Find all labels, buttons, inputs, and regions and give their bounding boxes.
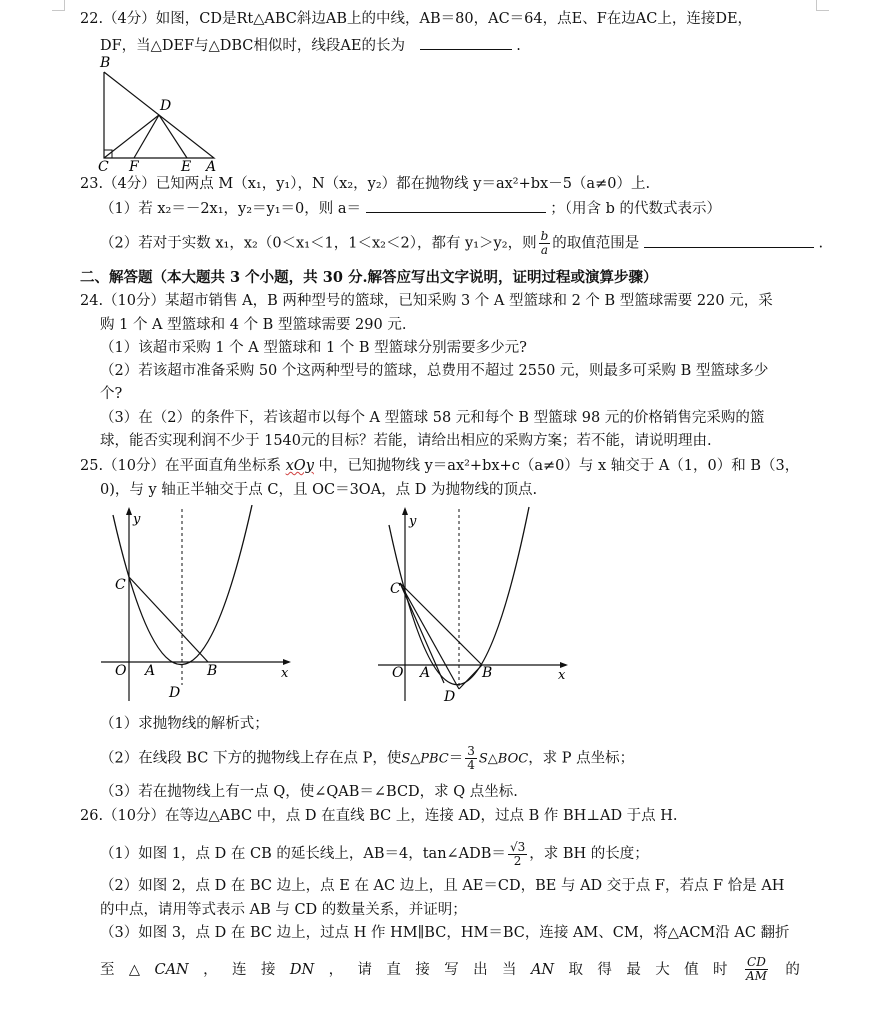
q26-word: ， — [203, 962, 218, 978]
q26-word: △ — [128, 962, 141, 978]
q26-word: 得 — [597, 962, 612, 978]
q24-part-2-line-1: （2）若该超市准备采购 50 个这两种型号的篮球，总费用不超过 2550 元，则最多可采购 B 型篮球多少 — [100, 363, 769, 379]
q23-part-1-blank — [366, 198, 546, 213]
q26-word: 接 — [415, 962, 430, 978]
q25-part-2-text: （2）在线段 BC 下方的抛物线上存在点 P，使 — [100, 750, 402, 767]
q24-part-3-line-2: 球，能否实现利润不少于 1540元的目标？若能，请给出相应的采购方案；若不能，请说明理由. — [100, 433, 712, 449]
q25-g2-y-arrow-icon — [402, 507, 408, 515]
q25-g1-label-a: A — [145, 663, 156, 679]
q25-area-boc: S△BOC — [478, 751, 529, 767]
q26-part-2-line-2: 的中点，请用等式表示 AB 与 CD 的数量关系，并证明； — [100, 902, 467, 918]
q25-g1-label-x: x — [281, 666, 289, 681]
q25-part-2-equals: ＝ — [448, 750, 464, 767]
q25-g1-label-y: y — [133, 512, 141, 527]
q26-part-3-line-2 — [100, 956, 800, 984]
q26-part-1-text: （1）如图 1，点 D 在 CB 的延长线上，AB＝4，tan∠ADB＝ — [100, 846, 506, 862]
q25-part-2-end: ，求 P 点坐标； — [528, 750, 635, 767]
q26-word: 连 — [232, 962, 247, 978]
q25-g1-x-arrow-icon — [283, 659, 291, 665]
q25-g2-segment-db — [459, 665, 482, 689]
q25-fraction-three-quarters — [465, 745, 477, 772]
q23-line-1: 23.（4分）已知两点 M（x₁，y₁），N（x₂，y₂）都在抛物线 y＝ax²+bx－5（a≠0）上. — [80, 176, 651, 192]
q25-g1-label-c: C — [115, 577, 126, 593]
q22-label-d: D — [160, 98, 172, 114]
q25-xoy: xOy — [285, 458, 314, 474]
q26-word: 出 — [473, 962, 488, 978]
q26-word: 大 — [655, 962, 670, 978]
q25-g1-label-o: O — [115, 663, 127, 679]
q26-word: 时 — [713, 962, 728, 978]
q24-part-1: （1）该超市采购 1 个 A 型篮球和 1 个 B 型篮球分别需要多少元? — [100, 340, 527, 356]
q26-part-1-end: ，求 BH 的长度； — [529, 846, 649, 862]
q25-part-2 — [100, 745, 634, 773]
q23-fraction-b-over-a — [539, 230, 551, 257]
q26-word: ， — [328, 962, 344, 978]
q25-g1-label-d: D — [169, 685, 181, 701]
q26-fraction-cd-over-am — [744, 956, 769, 984]
q23-part-2-text: （2）若对于实数 x₁，x₂（0＜x₁＜1，1＜x₂＜2），都有 y₁＞y₂，则 — [100, 235, 537, 252]
q22-line-1: 22.（4分）如图，CD是Rt△ABC斜边AB上的中线，AB＝80，AC＝64，点E、F在边AC上，连接DE， — [80, 11, 753, 27]
q23-part-2 — [100, 230, 823, 257]
q26-word: 取 — [568, 962, 584, 978]
q25-line-2: 0)，与 y 轴正半轴交于点 C，且 OC＝3OA，点 D 为抛物线的顶点. — [100, 482, 538, 498]
q22-line-2-end: . — [516, 38, 521, 54]
q26-word: 写 — [444, 962, 459, 978]
q25-g2-label-y: y — [409, 514, 417, 529]
q23-fraction-num: b — [540, 229, 549, 243]
q25-line-1 — [80, 456, 799, 476]
q26-word: 接 — [260, 962, 276, 978]
q25-g2-segment-cb — [400, 583, 482, 665]
q26-word: 直 — [386, 962, 401, 978]
q26-part-3-line-1: （3）如图 3，点 D 在 BC 边上，过点 H 作 HM∥BC，HM＝BC，连接 AM、CM，将△ACM沿 AC 翻折 — [100, 925, 790, 941]
q25-g2-label-d: D — [444, 689, 456, 705]
q24-part-3-line-1: （3）在（2）的条件下，若该超市以每个 A 型篮球 58 元和每个 B 型篮球 98 元的价格销售完采购的篮 — [100, 410, 765, 426]
q22-segment-df — [134, 115, 159, 158]
q25-fraction-den: 4 — [467, 758, 475, 772]
q25-g2-label-x: x — [558, 668, 566, 683]
q26-part-1 — [100, 840, 649, 868]
q26-fraction-sqrt3-over-2 — [508, 841, 527, 868]
q26-fraction-am: AM — [745, 969, 767, 983]
q25-line-1-post: 中，已知抛物线 y＝ax²+bx+c（a≠0）与 x 轴交于 A（1，0）和 B（3， — [313, 458, 800, 474]
page-corner-mark-left — [52, 0, 65, 11]
q26-word: 至 — [100, 962, 115, 978]
q26-fraction-cd: CD — [747, 955, 766, 969]
q23-part-1-text: （1）若 x₂＝－2x₁，y₂＝y₁＝0，则 a＝ — [100, 201, 362, 217]
q26-word: 值 — [684, 962, 699, 978]
q23-part-2-blank — [644, 233, 814, 248]
q25-part-1: （1）求抛物线的解析式； — [100, 716, 269, 732]
q24-line-2: 购 1 个 A 型篮球和 4 个 B 型篮球需要 290 元. — [100, 317, 407, 333]
q25-g2-label-a: A — [420, 665, 431, 681]
q25-graph-2 — [372, 505, 572, 705]
q26-word: 当 — [502, 962, 517, 978]
q22-label-e: E — [181, 159, 192, 174]
q22-line-2-text: DF，当△DEF与△DBC相似时，线段AE的长为 — [100, 38, 405, 54]
q25-g1-segment-bc — [129, 577, 208, 662]
page-corner-mark-right — [816, 0, 829, 11]
q26-word: 最 — [626, 962, 641, 978]
q25-line-1-pre: 25.（10分）在平面直角坐标系 — [80, 458, 286, 474]
q26-fraction-num: √3 — [509, 839, 526, 854]
q22-triangle-figure — [92, 52, 227, 174]
q25-g2-label-o: O — [392, 665, 404, 681]
q26-word: AN — [530, 962, 555, 978]
q23-fraction-den: a — [540, 243, 548, 257]
q25-g2-label-b: B — [482, 665, 493, 681]
q25-part-3: （3）若在抛物线上有一点 Q，使∠QAB＝∠BCD，求 Q 点坐标. — [100, 784, 518, 800]
q25-g1-y-arrow-icon — [126, 507, 132, 515]
q22-label-f: F — [129, 159, 139, 174]
q25-g1-label-b: B — [207, 663, 218, 679]
q26-line-1: 26.（10分）在等边△ABC 中，点 D 在直线 BC 上，连接 AD，过点 B 作 BH⊥AD 于点 H. — [80, 808, 678, 824]
q26-word: DN — [289, 962, 315, 978]
q23-part-2-range: 的取值范围是 — [552, 235, 640, 252]
q22-answer-blank — [420, 35, 512, 50]
q25-graph-1 — [95, 505, 295, 705]
q24-part-2-line-2: 个? — [100, 386, 123, 402]
q24-line-1: 24.（10分）某超市销售 A，B 两种型号的篮球，已知采购 3 个 A 型篮球和 2 个 B 型篮球需要 220 元，采 — [80, 293, 773, 309]
q23-part-2-end: . — [818, 235, 824, 252]
q26-word: 请 — [357, 962, 372, 978]
q26-fraction-den: 2 — [513, 853, 522, 868]
q25-area-pbc: S△PBC — [401, 751, 449, 767]
section-heading: 二、解答题（本大题共 3 个小题，共 30 分.解答应写出文字说明，证明过程或演算步骤） — [80, 269, 658, 286]
q25-g2-label-c: C — [390, 581, 401, 597]
q26-word: 的 — [785, 962, 800, 978]
q23-part-1-hint: ；（用含 b 的代数式表示） — [550, 201, 721, 217]
q25-fraction-num: 3 — [467, 744, 475, 758]
q22-label-c: C — [98, 159, 109, 174]
q22-label-a: A — [206, 159, 217, 174]
q23-part-1 — [100, 198, 721, 219]
q22-label-b: B — [100, 55, 111, 71]
q26-word: CAN — [154, 962, 189, 978]
q22-segment-de — [159, 115, 187, 158]
q26-part-2-line-1: （2）如图 2，点 D 在 BC 边上，点 E 在 AC 边上，且 AE＝CD，BE 与 AD 交于点 F，若点 F 恰是 AH — [100, 878, 785, 894]
